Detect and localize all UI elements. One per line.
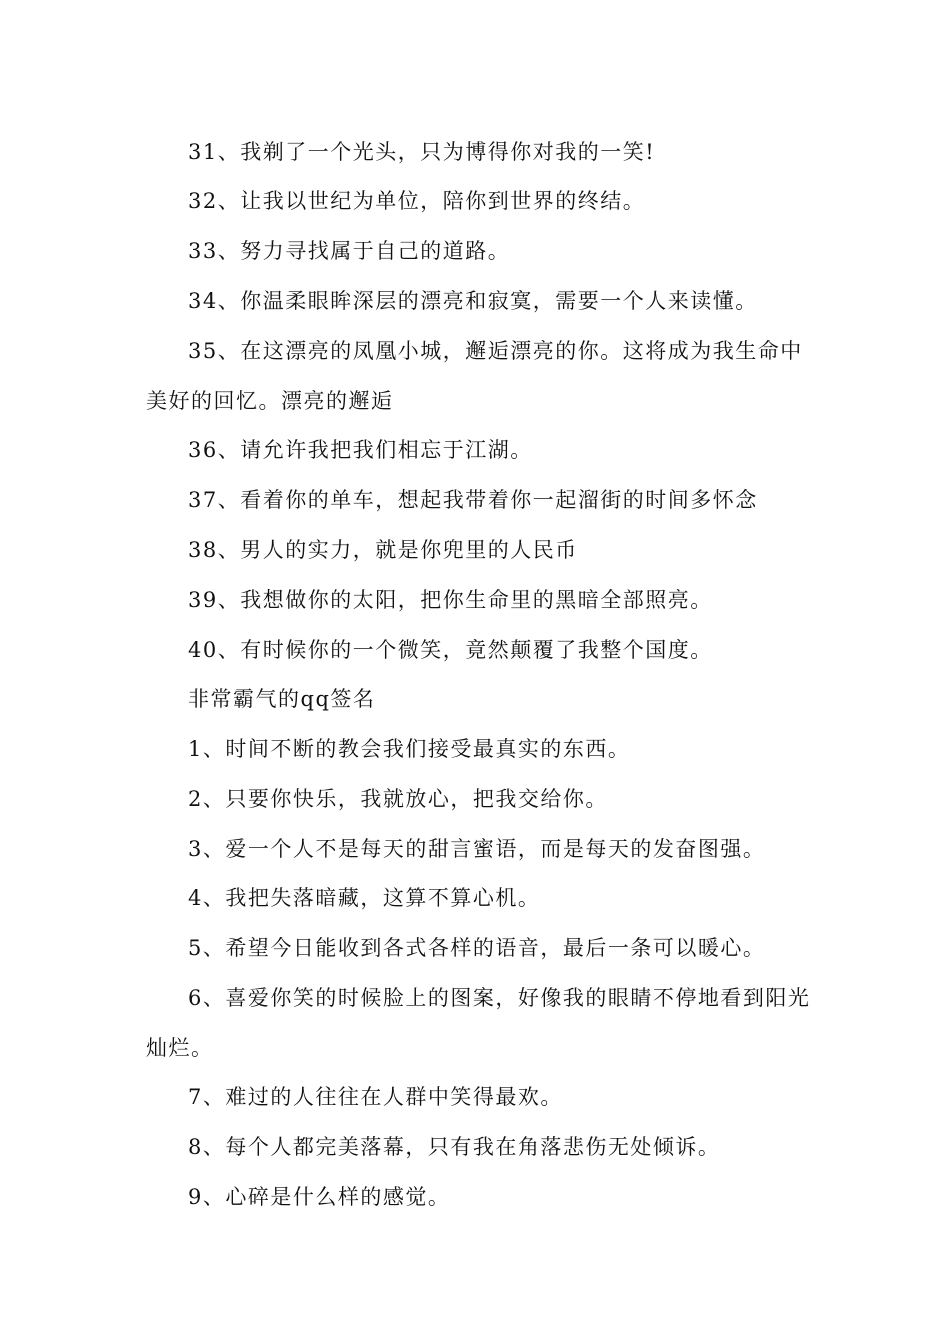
text-line: 34、你温柔眼眸深层的漂亮和寂寞，需要一个人来读懂。 bbox=[188, 289, 758, 313]
text-line: 37、看着你的单车，想起我带着你一起溜街的时间多怀念 bbox=[188, 488, 758, 512]
text-line: 33、努力寻找属于自己的道路。 bbox=[188, 239, 511, 263]
text-line: 3、爱一个人不是每天的甜言蜜语，而是每天的发奋图强。 bbox=[188, 837, 766, 861]
text-line: 1、时间不断的教会我们接受最真实的东西。 bbox=[188, 737, 631, 761]
text-line: 2、只要你快乐，我就放心，把我交给你。 bbox=[188, 787, 608, 811]
text-line: 7、难过的人往往在人群中笑得最欢。 bbox=[188, 1085, 563, 1109]
text-line: 美好的回忆。漂亮的邂逅 bbox=[146, 389, 394, 413]
text-line: 40、有时候你的一个微笑，竟然颠覆了我整个国度。 bbox=[188, 638, 713, 662]
section-heading: 非常霸气的qq签名 bbox=[188, 687, 376, 711]
text-line: 35、在这漂亮的凤凰小城，邂逅漂亮的你。这将成为我生命中 bbox=[188, 339, 803, 363]
text-line: 32、让我以世纪为单位，陪你到世界的终结。 bbox=[188, 189, 646, 213]
text-line: 4、我把失落暗藏，这算不算心机。 bbox=[188, 886, 541, 910]
text-line: 灿烂。 bbox=[146, 1036, 214, 1060]
text-line: 9、心碎是什么样的感觉。 bbox=[188, 1185, 451, 1209]
text-line: 38、男人的实力，就是你兜里的人民币 bbox=[188, 538, 578, 562]
text-line: 36、请允许我把我们相忘于江湖。 bbox=[188, 438, 533, 462]
text-line: 5、希望今日能收到各式各样的语音，最后一条可以暖心。 bbox=[188, 936, 766, 960]
text-line: 6、喜爱你笑的时候脸上的图案，好像我的眼睛不停地看到阳光 bbox=[188, 986, 811, 1010]
text-line: 39、我想做你的太阳，把你生命里的黑暗全部照亮。 bbox=[188, 588, 713, 612]
text-line: 8、每个人都完美落幕，只有我在角落悲伤无处倾诉。 bbox=[188, 1135, 721, 1159]
text-line: 31、我剃了一个光头，只为博得你对我的一笑! bbox=[188, 140, 656, 164]
